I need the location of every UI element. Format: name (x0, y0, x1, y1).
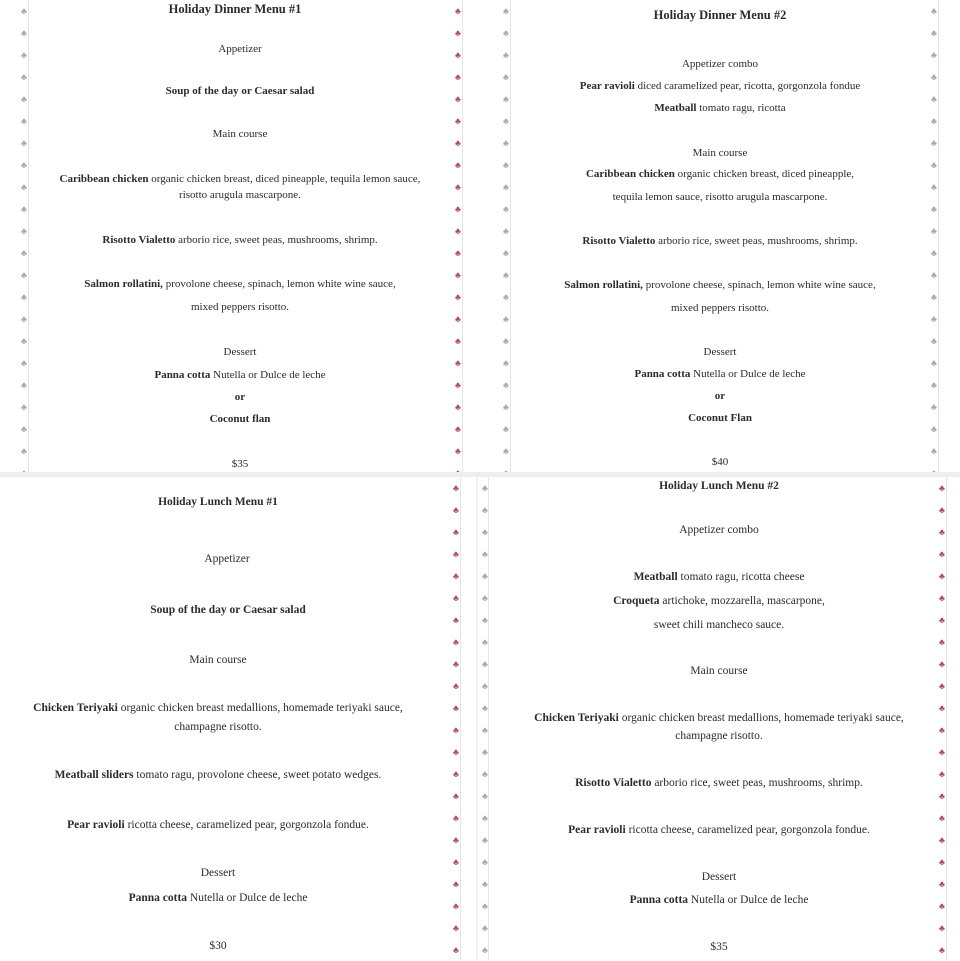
dish-name: Panna cotta (154, 369, 211, 381)
main-dish (478, 710, 960, 726)
dessert-or: or (234, 391, 246, 403)
main-dish (0, 700, 476, 716)
dish-description: provolone cheese, spinach, lemon white wine sauce, (645, 279, 876, 291)
holly-ornament-icon: ♣ ♣ ♣ ♣ ♣ ♣ ♣ ♣ ♣ ♣ ♣ ♣ ♣ ♣ ♣ ♣ ♣ ♣ ♣ ♣ ♣ ♣ (939, 483, 945, 955)
dish-name: Panna cotta (634, 368, 691, 380)
dish-description: champagne risotto. (174, 721, 262, 733)
dish-description: arborio rice, sweet peas, mushrooms, shrimp. (658, 235, 858, 247)
dish-name: Meatball (654, 102, 697, 114)
section-heading: Dessert (703, 346, 737, 358)
dish-description: ricotta cheese, caramelized pear, gorgonzola fondue. (628, 824, 870, 836)
dish-description: Nutella or Dulce de leche (213, 369, 326, 381)
dish-description: mixed peppers risotto. (190, 301, 290, 313)
dessert-item: Coconut flan (209, 413, 271, 425)
dish-description: provolone cheese, spinach, lemon white wine sauce, (165, 278, 396, 290)
menu-title: Holiday Dinner Menu #1 (168, 2, 302, 16)
main-dish (0, 817, 476, 833)
menu-price: $40 (711, 456, 729, 468)
section-heading: Main course (212, 128, 268, 140)
holly-ornament-icon: ♣ ♣ ♣ ♣ ♣ ♣ ♣ ♣ ♣ ♣ ♣ ♣ ♣ ♣ ♣ ♣ ♣ ♣ ♣ ♣ ♣ (931, 6, 937, 456)
dish-name: Croqueta (613, 595, 660, 607)
dish-name: Panna cotta (128, 892, 188, 904)
dish-description: sweet chili mancheco sauce. (653, 619, 785, 631)
dish-description: mixed peppers risotto. (670, 302, 770, 314)
dish-description: risotto arugula mascarpone. (179, 189, 301, 201)
dish-name: Pear ravioli (67, 819, 125, 831)
main-dish (480, 166, 960, 182)
dessert-item (0, 367, 480, 383)
dish-description: tequila lemon sauce, risotto arugula mascarpone. (612, 191, 828, 203)
dish-name: Caribbean chicken (585, 168, 675, 180)
appetizer-item (480, 78, 960, 94)
dish-name: Risotto Vialetto (582, 235, 656, 247)
appetizer-item (478, 569, 960, 585)
dessert-item (0, 890, 476, 906)
menu-title: Holiday Dinner Menu #2 (653, 8, 787, 22)
dish-name: Meatball (633, 571, 678, 583)
holly-ornament-icon: ♣ ♣ ♣ ♣ ♣ ♣ ♣ ♣ ♣ ♣ ♣ ♣ ♣ ♣ ♣ ♣ ♣ ♣ ♣ ♣ ♣ ♣ (453, 483, 459, 955)
appetizer-item: Soup of the day or Caesar salad (165, 85, 315, 97)
section-heading: Main course (690, 665, 748, 677)
appetizer-item (480, 100, 960, 116)
main-dish (0, 232, 480, 248)
section-heading: Dessert (223, 346, 257, 358)
main-dish (0, 276, 480, 292)
dinner-menu-1-panel (0, 0, 480, 472)
holly-ornament-icon: ♣ ♣ ♣ ♣ ♣ ♣ ♣ ♣ ♣ ♣ ♣ ♣ ♣ ♣ ♣ ♣ ♣ ♣ ♣ ♣ ♣ (503, 6, 509, 456)
dish-name: Salmon rollatini, (564, 279, 643, 291)
section-heading: Appetizer (218, 43, 262, 55)
dessert-item (478, 892, 960, 908)
holly-ornament-icon: ♣ ♣ ♣ ♣ ♣ ♣ ♣ ♣ ♣ ♣ ♣ ♣ ♣ ♣ ♣ ♣ ♣ ♣ ♣ ♣ ♣ (455, 6, 461, 456)
menu-price: $35 (710, 941, 728, 953)
dish-name: Pear ravioli (568, 824, 626, 836)
menu-title: Holiday Lunch Menu #2 (659, 480, 779, 492)
dish-description: tomato ragu, ricotta cheese (680, 571, 805, 583)
main-dish (480, 277, 960, 293)
dish-name: Caribbean chicken (59, 173, 149, 185)
dessert-item: Coconut Flan (688, 412, 752, 424)
dish-description: artichoke, mozzarella, mascarpone, (662, 595, 825, 607)
lunch-menu-1-panel (0, 477, 476, 960)
dish-name: Pear ravioli (579, 80, 635, 92)
dish-name: Risotto Vialetto (575, 777, 652, 789)
section-heading: Appetizer combo (679, 524, 759, 536)
holly-ornament-icon: ♣ ♣ ♣ ♣ ♣ ♣ ♣ ♣ ♣ ♣ ♣ ♣ ♣ ♣ ♣ ♣ ♣ ♣ ♣ ♣ ♣ (21, 6, 27, 456)
menu-price: $30 (209, 940, 227, 952)
section-heading: Main course (692, 147, 748, 159)
section-heading: Appetizer combo (681, 58, 759, 70)
dish-name: Panna cotta (629, 894, 689, 906)
dessert-item (480, 366, 960, 382)
dish-description: tomato ragu, ricotta (699, 102, 786, 114)
dinner-menu-2-panel (480, 0, 960, 472)
section-heading: Appetizer (204, 553, 250, 565)
dish-name: Chicken Teriyaki (33, 702, 118, 714)
dish-description: tomato ragu, provolone cheese, sweet potato wedges. (136, 769, 382, 781)
dish-name: Meatball sliders (54, 769, 134, 781)
main-dish (478, 822, 960, 838)
section-heading: Dessert (200, 867, 236, 879)
appetizer-item (478, 593, 960, 609)
lunch-menu-2-panel (478, 477, 960, 960)
dish-name: Chicken Teriyaki (534, 712, 619, 724)
main-dish (0, 767, 476, 783)
dish-description: organic chicken breast medallions, homemade teriyaki sauce, (120, 702, 403, 714)
dish-description: ricotta cheese, caramelized pear, gorgonzola fondue. (127, 819, 369, 831)
dish-description: Nutella or Dulce de leche (189, 892, 308, 904)
dish-description: champagne risotto. (675, 730, 763, 742)
dish-description: organic chicken breast medallions, homemade teriyaki sauce, (621, 712, 904, 724)
appetizer-item: Soup of the day or Caesar salad (150, 604, 306, 616)
dessert-or: or (714, 390, 726, 402)
dish-description: organic chicken breast, diced pineapple, tequila lemon sauce, (151, 173, 421, 185)
main-dish (480, 233, 960, 249)
holly-ornament-icon: ♣ ♣ ♣ ♣ ♣ ♣ ♣ ♣ ♣ ♣ ♣ ♣ ♣ ♣ ♣ ♣ ♣ ♣ ♣ ♣ ♣ ♣ (482, 483, 488, 955)
section-heading: Dessert (701, 871, 737, 883)
dish-name: Risotto Vialetto (102, 234, 176, 246)
dish-description: Nutella or Dulce de leche (693, 368, 806, 380)
dish-description: Nutella or Dulce de leche (690, 894, 809, 906)
menu-title: Holiday Lunch Menu #1 (158, 496, 278, 508)
main-dish (0, 171, 480, 187)
dish-description: arborio rice, sweet peas, mushrooms, shrimp. (654, 777, 863, 789)
menu-price: $35 (231, 458, 249, 470)
dish-description: arborio rice, sweet peas, mushrooms, shrimp. (178, 234, 378, 246)
dish-description: diced caramelized pear, ricotta, gorgonzola fondue (637, 80, 861, 92)
section-heading: Main course (189, 654, 247, 666)
main-dish (478, 775, 960, 791)
dish-name: Salmon rollatini, (84, 278, 163, 290)
dish-description: organic chicken breast, diced pineapple, (677, 168, 855, 180)
